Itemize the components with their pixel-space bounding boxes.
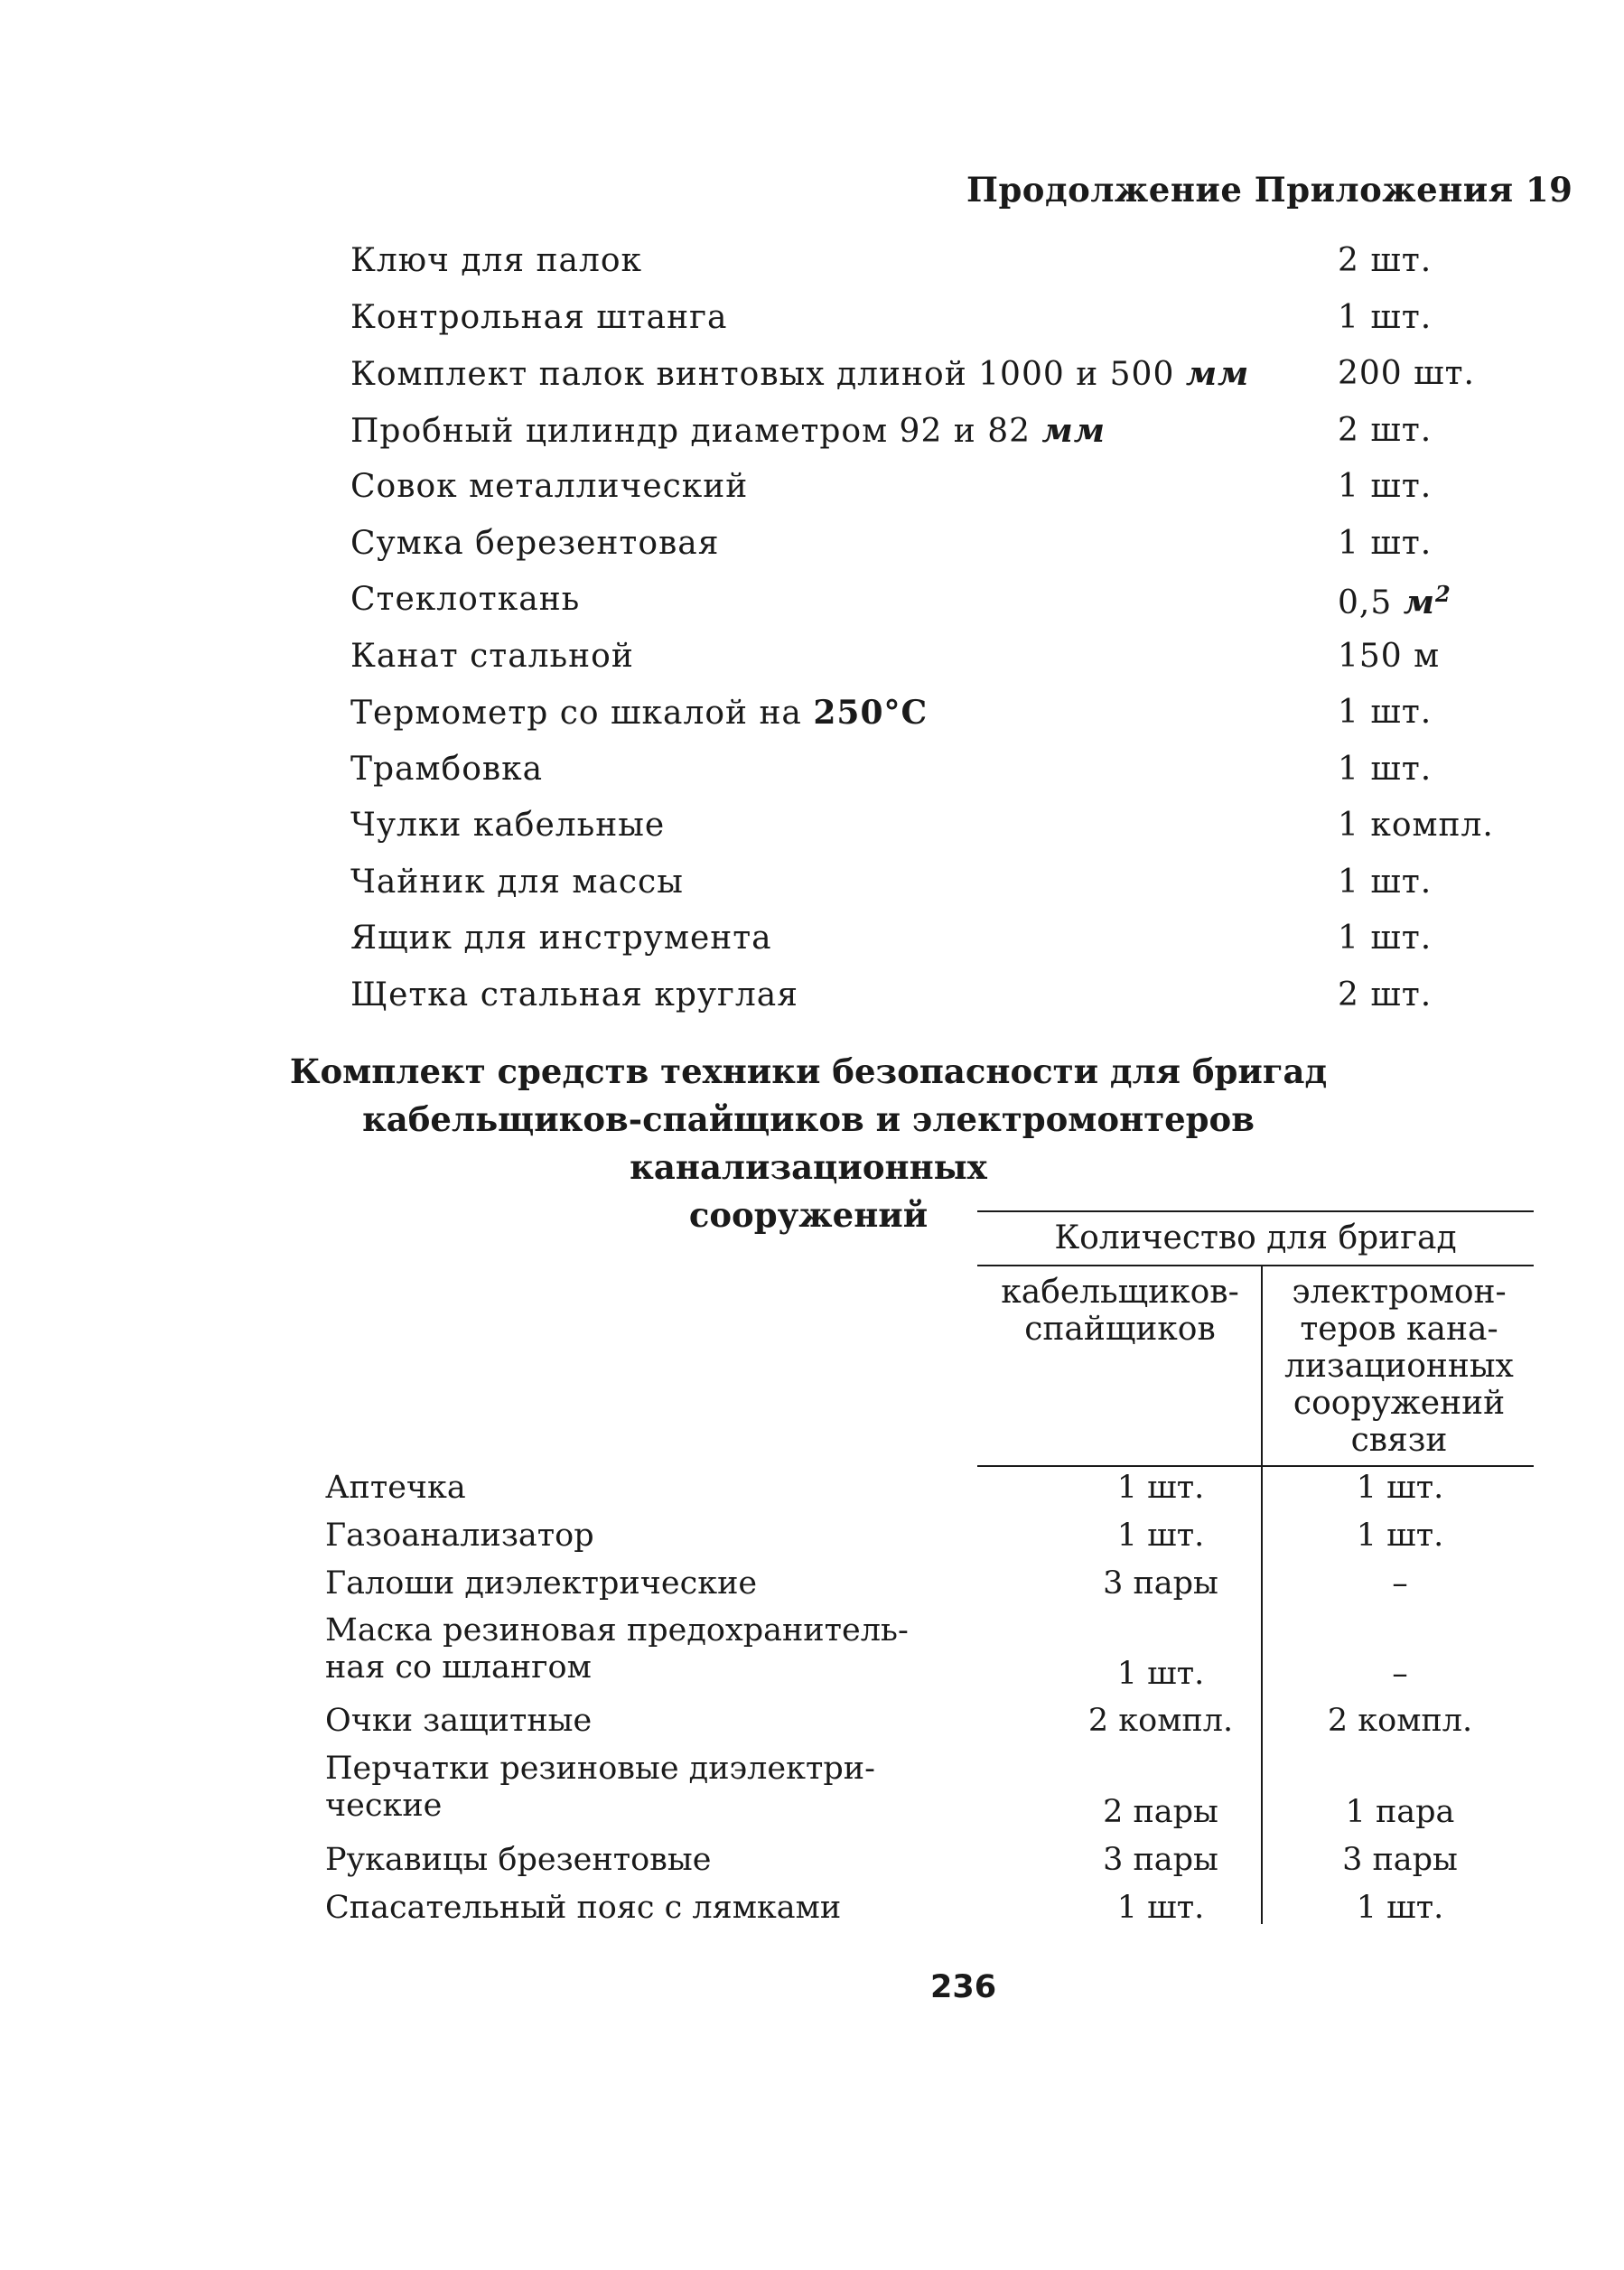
item-name-text: Термометр со шкалой на [350, 695, 814, 732]
item-name [350, 355, 1249, 393]
item-name [350, 694, 928, 732]
item-name: Трамбовка [350, 750, 544, 788]
row-name: Газоанализатор [325, 1518, 594, 1554]
header-line: связи [1350, 1422, 1448, 1459]
cell-cable: 1 шт. [1116, 1470, 1205, 1506]
list-item [350, 629, 1543, 686]
cell-electric: – [1392, 1565, 1408, 1602]
row-name [325, 1612, 909, 1686]
item-name-text: Пробный цилиндр диаметром 92 и 82 [350, 412, 1042, 450]
cell-electric: 1 шт. [1356, 1890, 1444, 1926]
cell-electric: 1 пара [1345, 1794, 1455, 1830]
cell-electric: 2 компл. [1327, 1703, 1473, 1739]
item-name: Совок металлический [350, 468, 749, 505]
cell-cable: 3 пары [1103, 1565, 1218, 1602]
item-quantity: 2 шт. [1338, 411, 1433, 449]
item-quantity: 1 шт. [1338, 694, 1433, 731]
item-name: Ключ для палок [350, 242, 643, 279]
cell-cable: 2 пары [1103, 1794, 1218, 1830]
item-name [350, 412, 1106, 450]
table-top-rule [977, 1210, 1534, 1212]
header-line: электромон- [1292, 1274, 1507, 1311]
header-line: теров кана- [1300, 1311, 1498, 1348]
cell-electric: – [1392, 1656, 1408, 1692]
item-name: Сумка березентовая [350, 524, 720, 562]
list-item [350, 346, 1543, 403]
table-row [325, 1612, 1526, 1697]
list-item [350, 685, 1543, 742]
unit-exponent: 2 [1434, 581, 1451, 607]
cell-cable: 1 шт. [1116, 1518, 1205, 1554]
quantity-value: 0,5 [1338, 584, 1404, 621]
section-title-line: сооружений [688, 1195, 929, 1235]
list-item [350, 403, 1543, 460]
item-quantity: 1 шт. [1338, 468, 1433, 505]
list-item [350, 855, 1543, 911]
item-name-text: Комплект палок винтовых длиной 1000 и 500 [350, 356, 1186, 393]
unit-label: мм [1041, 411, 1106, 450]
section-title-line: кабельщиков-спайщиков и электромонтеров канализационных [362, 1099, 1255, 1187]
list-item [350, 459, 1543, 516]
table-body-rule [977, 1465, 1534, 1467]
item-quantity: 1 шт. [1338, 298, 1433, 336]
table-column-header-electric [1265, 1274, 1534, 1459]
item-quantity: 200 шт. [1338, 355, 1475, 392]
unit-label: мм [1185, 355, 1250, 393]
list-item [350, 967, 1543, 1024]
header-line: лизационных [1284, 1348, 1514, 1385]
list-item [350, 798, 1543, 855]
row-name-line: Маска резиновая предохранитель- [325, 1612, 909, 1649]
table-column-header-cable [980, 1274, 1260, 1348]
section-title-line: Комплект средств техники безопасности для бригад [289, 1051, 1328, 1091]
item-name: Ящик для инструмента [350, 920, 772, 957]
cell-cable: 3 пары [1103, 1842, 1218, 1878]
item-quantity: 2 шт. [1338, 242, 1433, 279]
item-quantity [1338, 581, 1451, 621]
cell-electric: 1 шт. [1356, 1470, 1444, 1506]
item-name: Щетка стальная круглая [350, 976, 798, 1014]
list-item [350, 290, 1543, 347]
item-name: Контрольная штанга [350, 298, 728, 336]
list-item [350, 572, 1543, 629]
item-quantity: 150 м [1338, 637, 1441, 675]
item-quantity: 1 шт. [1338, 750, 1433, 788]
row-name: Спасательный пояс с лямками [325, 1890, 842, 1926]
item-quantity: 1 компл. [1338, 807, 1494, 844]
row-name: Галоши диэлектрические [325, 1565, 758, 1602]
header-line: кабельщиков- [1001, 1274, 1239, 1311]
list-item [350, 516, 1543, 573]
table-header-rule [977, 1265, 1534, 1266]
unit-label: м [1403, 584, 1435, 621]
item-quantity: 1 шт. [1338, 524, 1433, 562]
item-quantity: 1 шт. [1338, 863, 1433, 901]
cell-electric: 1 шт. [1356, 1518, 1444, 1554]
row-name-line: ная со шлангом [325, 1649, 592, 1686]
table-row [325, 1751, 1526, 1836]
cell-electric: 3 пары [1342, 1842, 1458, 1878]
row-name: Рукавицы брезентовые [325, 1842, 712, 1878]
row-name [325, 1751, 875, 1825]
inventory-list [350, 233, 1543, 1023]
row-name: Аптечка [325, 1470, 466, 1506]
cell-cable: 1 шт. [1116, 1656, 1205, 1692]
item-name: Стеклоткань [350, 581, 581, 618]
temperature-value: 250°С [813, 694, 929, 732]
item-name: Канат стальной [350, 637, 634, 675]
list-item [350, 911, 1543, 967]
header-line: сооружений [1293, 1385, 1506, 1422]
row-name-line: ческие [325, 1788, 443, 1824]
continuation-label: Продолжение Приложения 19 [966, 170, 1573, 210]
item-name: Чайник для массы [350, 863, 684, 901]
cell-cable: 1 шт. [1116, 1890, 1205, 1926]
item-quantity: 2 шт. [1338, 976, 1433, 1014]
header-line: спайщиков [1024, 1311, 1216, 1348]
row-name-line: Перчатки резиновые диэлектри- [325, 1751, 875, 1787]
table-group-header: Количество для бригад [1054, 1219, 1457, 1256]
page-number: 236 [930, 1969, 997, 2005]
row-name: Очки защитные [325, 1703, 593, 1739]
list-item [350, 233, 1543, 290]
item-quantity: 1 шт. [1338, 920, 1433, 957]
list-item [350, 742, 1543, 799]
item-name: Чулки кабельные [350, 807, 666, 844]
cell-cable: 2 компл. [1087, 1703, 1234, 1739]
